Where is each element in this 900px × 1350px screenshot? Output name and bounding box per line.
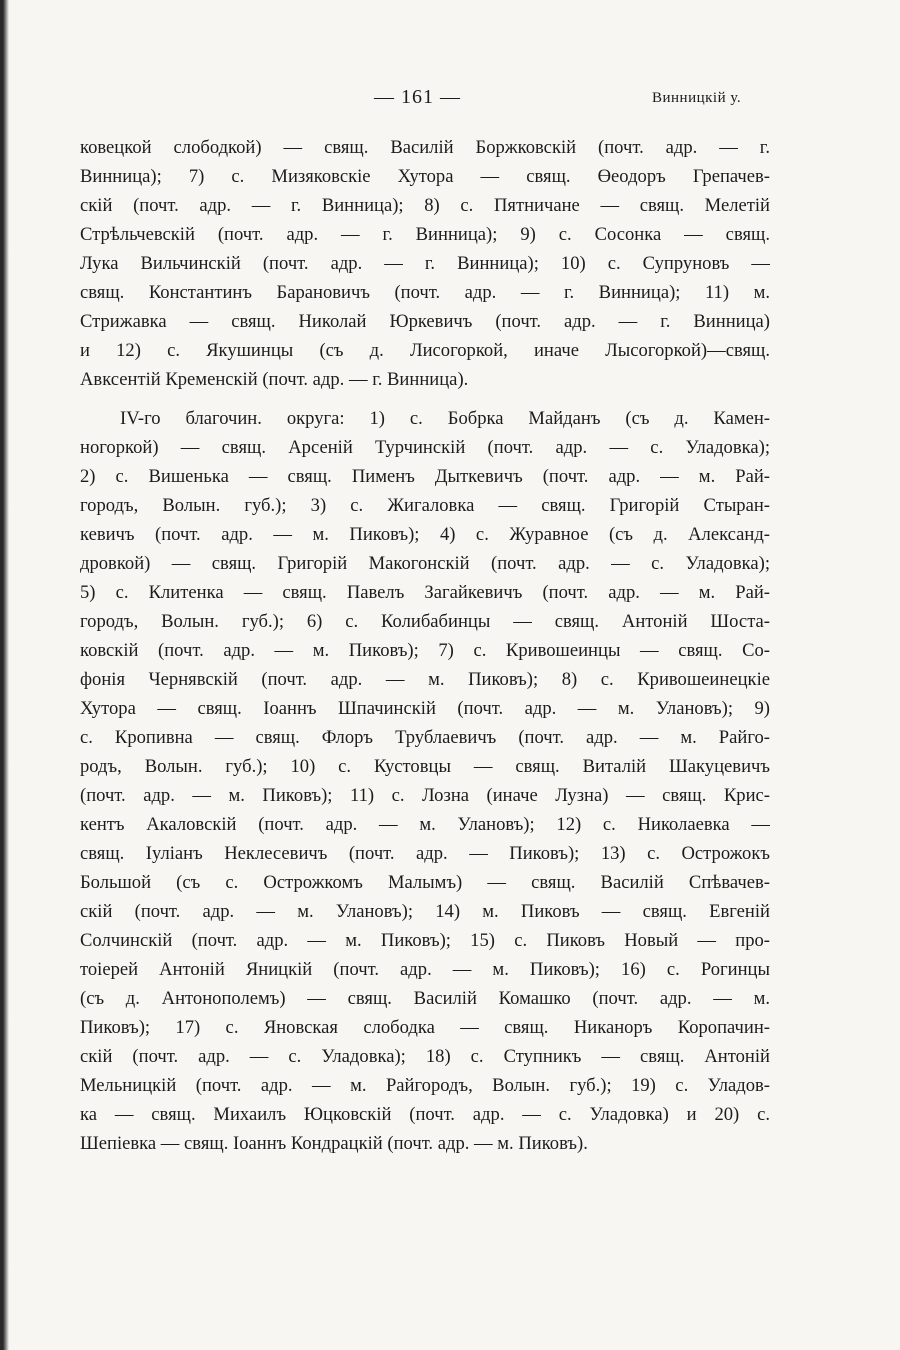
text-line: тоіерей Антоній Яницкій (почт. адр. — м. Пиковъ); 16) с. Рогинцы <box>80 959 770 980</box>
text-line: (съ д. Антонополемъ) — свящ. Василій Комашко (почт. адр. — м. <box>80 988 770 1009</box>
text-line: и 12) с. Якушинцы (съ д. Лисогоркой, иначе Лысогоркой)—свящ. <box>80 340 770 361</box>
text-line: скій (почт. адр. — с. Уладовка); 18) с. Ступникъ — свящ. Антоній <box>80 1046 770 1067</box>
text-line: Мельницкій (почт. адр. — м. Райгородъ, Волын. губ.); 19) с. Уладов- <box>80 1075 770 1096</box>
text-line: Авксентій Кременскій (почт. адр. — г. Винница). <box>80 369 469 390</box>
text-line: Винница); 7) с. Мизяковскіе Хутора — свящ. Өеодоръ Грепачев- <box>80 166 770 187</box>
text-line: с. Кропивна — свящ. Флоръ Трублаевичъ (почт. адр. — м. Райго- <box>80 727 770 748</box>
text-line: ка — свящ. Михаилъ Юцковскій (почт. адр. — с. Уладовка) и 20) с. <box>80 1104 770 1125</box>
body-text <box>80 133 770 1158</box>
text-line: Солчинскій (почт. адр. — м. Пиковъ); 15) с. Пиковъ Новый — про- <box>80 930 770 951</box>
text-line: кевичъ (почт. адр. — м. Пиковъ); 4) с. Журавное (съ д. Александ- <box>80 524 770 545</box>
paragraph-gap <box>80 394 770 404</box>
page-number: — 161 — <box>374 86 461 108</box>
text-line: Лука Вильчинскій (почт. адр. — г. Винница); 10) с. Супруновъ — <box>80 253 770 274</box>
text-line: фонія Чернявскій (почт. адр. — м. Пиковъ); 8) с. Кривошеинецкіе <box>80 669 770 690</box>
text-line: свящ. Іуліанъ Неклесевичъ (почт. адр. — Пиковъ); 13) с. Острожокъ <box>80 843 770 864</box>
text-line: скій (почт. адр. — г. Винница); 8) с. Пятничане — свящ. Мелетій <box>80 195 770 216</box>
text-line: дровкой) — свящ. Григорій Макогонскій (почт. адр. — с. Уладовка); <box>80 553 770 574</box>
text-line: ногоркой) — свящ. Арсеній Турчинскій (почт. адр. — с. Уладовка); <box>80 437 770 458</box>
page-binding-edge <box>0 0 9 1350</box>
paragraph-2 <box>80 404 770 1158</box>
text-line: свящ. Константинъ Барановичъ (почт. адр. — г. Винница); 11) м. <box>80 282 770 303</box>
text-line: городъ, Волын. губ.); 6) с. Колибабинцы — свящ. Антоній Шоста- <box>80 611 770 632</box>
text-line: Стрижавка — свящ. Николай Юркевичъ (почт. адр. — г. Винница) <box>80 311 770 332</box>
text-line: 2) с. Вишенька — свящ. Пименъ Дыткевичъ (почт. адр. — м. Рай- <box>80 466 770 487</box>
text-line: (почт. адр. — м. Пиковъ); 11) с. Лозна (иначе Лузна) — свящ. Крис- <box>80 785 770 806</box>
page-header <box>0 84 900 114</box>
text-line: 5) с. Клитенка — свящ. Павелъ Загайкевичъ (почт. адр. — м. Рай- <box>80 582 770 603</box>
text-line: кентъ Акаловскій (почт. адр. — м. Улановъ); 12) с. Николаевка — <box>80 814 770 835</box>
text-line: Пиковъ); 17) с. Яновская слободка — свящ. Никаноръ Коропачин- <box>80 1017 770 1038</box>
text-line: Стрѣльчевскій (почт. адр. — г. Винница); 9) с. Сосонка — свящ. <box>80 224 770 245</box>
text-line: родъ, Волын. губ.); 10) с. Кустовцы — свящ. Виталій Шакуцевичъ <box>80 756 770 777</box>
text-line: Хутора — свящ. Іоаннъ Шпачинскій (почт. адр. — м. Улановъ); 9) <box>80 698 770 719</box>
text-line: Шепіевка — свящ. Іоаннъ Кондрацкій (почт. адр. — м. Пиковъ). <box>80 1133 588 1154</box>
text-line: скій (почт. адр. — м. Улановъ); 14) м. Пиковъ — свящ. Евгеній <box>80 901 770 922</box>
text-line: ковецкой слободкой) — свящ. Василій Боржковскій (почт. адр. — г. <box>80 137 770 158</box>
text-line: ковскій (почт. адр. — м. Пиковъ); 7) с. Кривошеинцы — свящ. Со- <box>80 640 770 661</box>
running-head: Винницкій у. <box>652 90 742 106</box>
text-line: городъ, Волын. губ.); 3) с. Жигаловка — свящ. Григорій Стыран- <box>80 495 770 516</box>
text-line: IV-го благочин. округа: 1) с. Бобрка Майданъ (съ д. Камен- <box>120 408 770 429</box>
text-line: Большой (съ с. Острожкомъ Малымъ) — свящ. Василій Спѣвачев- <box>80 872 770 893</box>
paragraph-1 <box>80 133 770 394</box>
